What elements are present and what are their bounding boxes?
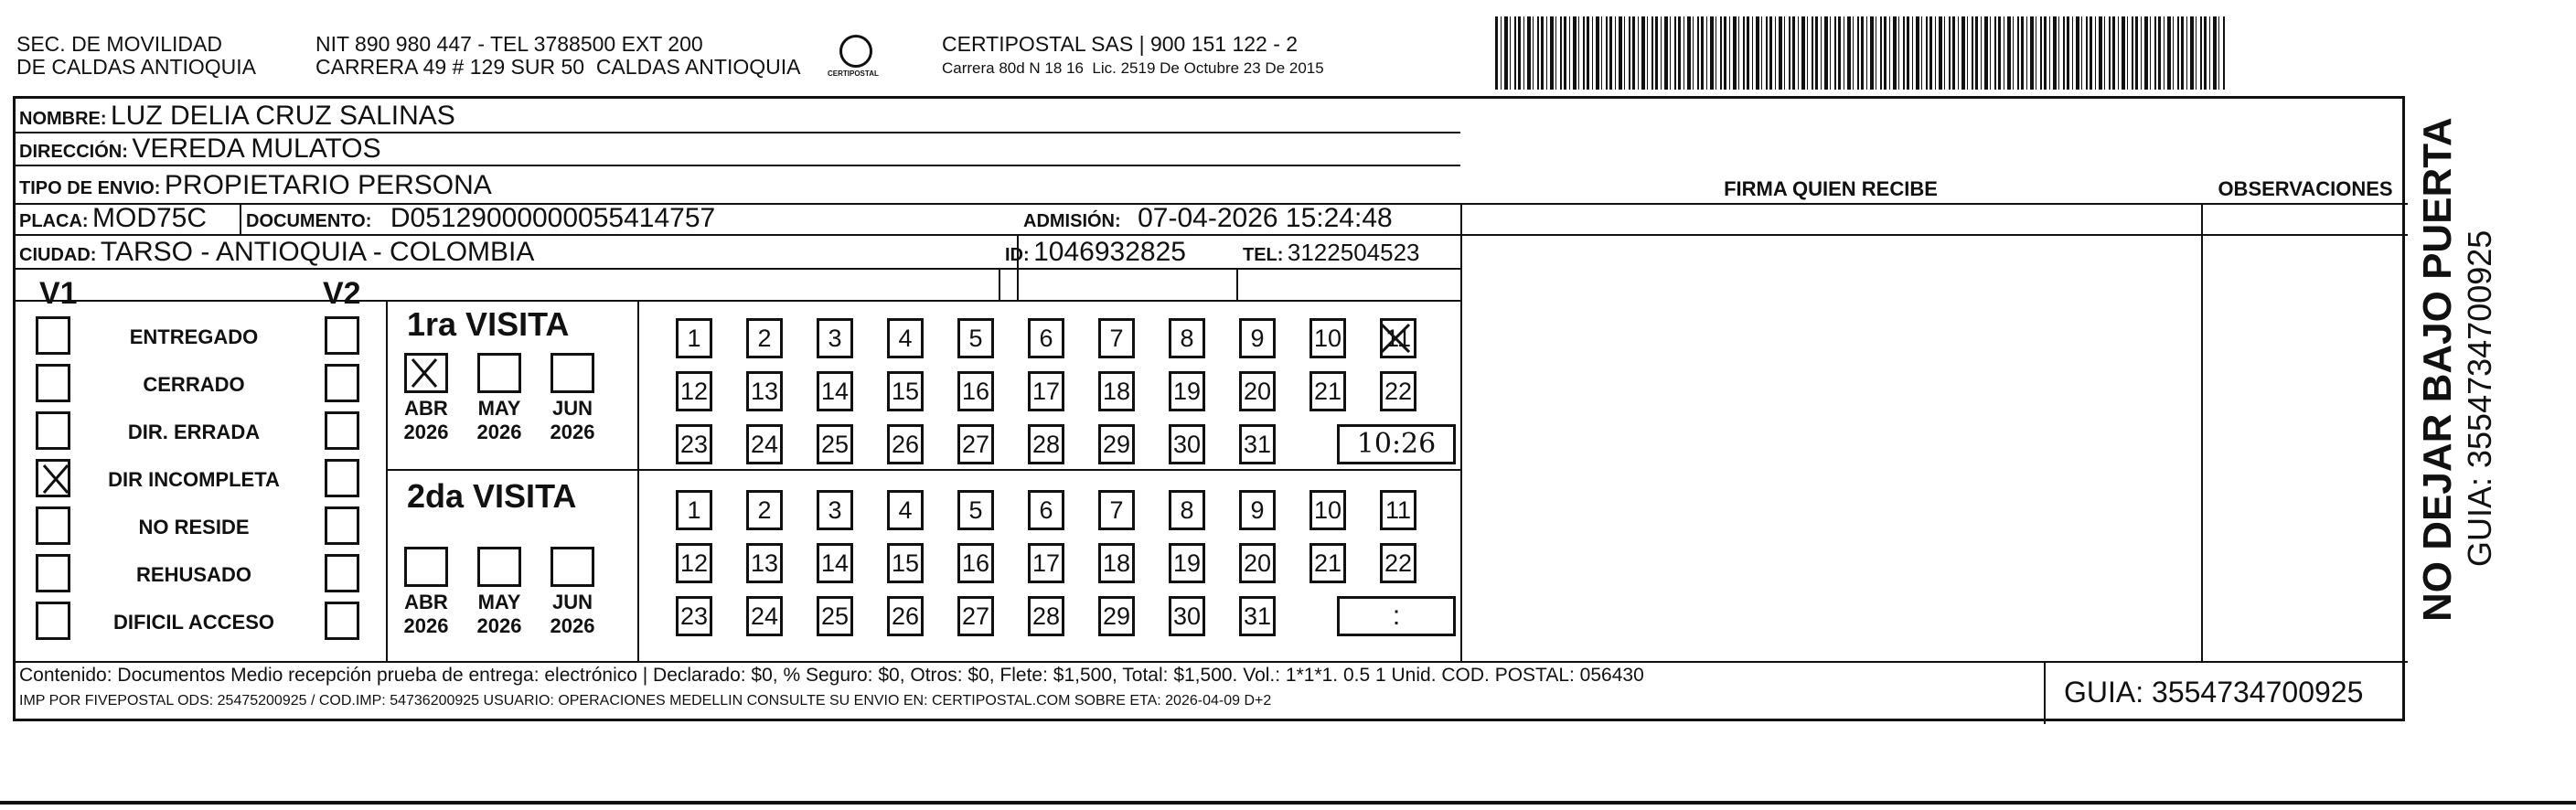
status-label: DIFICIL ACCESO (112, 611, 274, 634)
shipping-form (13, 96, 2405, 721)
day-box[interactable]: 25 (817, 596, 853, 636)
day-box[interactable]: 11 (1380, 318, 1416, 358)
day-box[interactable]: 4 (887, 318, 924, 358)
day-box[interactable]: 24 (746, 424, 783, 464)
month-year: 2026 (403, 421, 449, 443)
day-box[interactable]: 7 (1098, 490, 1135, 530)
day-box[interactable]: 8 (1169, 490, 1205, 530)
documento-field (246, 205, 715, 237)
direccion-label: DIRECCIÓN: (19, 142, 128, 162)
day-box[interactable]: 31 (1239, 424, 1276, 464)
day-box[interactable]: 31 (1239, 596, 1276, 636)
day-box[interactable]: 27 (957, 596, 994, 636)
v2-checkbox[interactable] (325, 364, 359, 402)
day-box[interactable]: 16 (957, 543, 994, 583)
direccion-field (19, 135, 381, 167)
sender-address: CARRERA 49 # 129 SUR 50 CALDAS ANTIOQUIA (315, 55, 801, 79)
month-name: ABR (404, 591, 448, 613)
day-box[interactable]: 4 (887, 490, 924, 530)
day-box[interactable]: 12 (676, 371, 712, 411)
id-field (1005, 239, 1186, 271)
nombre-field (19, 102, 455, 134)
day-box[interactable]: 10 (1309, 490, 1346, 530)
month-name: ABR (404, 397, 448, 420)
firma-header: FIRMA QUIEN RECIBE (1724, 177, 1938, 200)
visit1-title: 1ra VISITA (407, 305, 570, 343)
sender-name-line1: SEC. DE MOVILIDAD (16, 32, 222, 56)
day-box[interactable]: 30 (1169, 424, 1205, 464)
v2-checkbox[interactable] (325, 316, 359, 355)
month-year: 2026 (403, 614, 449, 637)
day-box[interactable]: 25 (817, 424, 853, 464)
day-box[interactable]: 6 (1028, 490, 1064, 530)
day-box[interactable]: 14 (817, 371, 853, 411)
v2-checkbox[interactable] (325, 411, 359, 450)
day-box[interactable]: 29 (1098, 424, 1135, 464)
ciudad-field (19, 239, 534, 271)
month-checkbox[interactable] (477, 353, 521, 393)
day-box[interactable]: 28 (1028, 596, 1064, 636)
month-checkbox[interactable] (550, 547, 594, 587)
day-box[interactable]: 21 (1309, 543, 1346, 583)
day-box[interactable]: 13 (746, 543, 783, 583)
documento-value: D05129000000055414757 (390, 203, 716, 233)
v1-checkbox[interactable] (36, 459, 70, 497)
day-box[interactable]: 20 (1239, 543, 1276, 583)
day-box[interactable]: 13 (746, 371, 783, 411)
id-label: ID: (1005, 245, 1030, 265)
day-box[interactable]: 17 (1028, 371, 1064, 411)
day-box[interactable]: 5 (957, 490, 994, 530)
v1-checkbox[interactable] (36, 554, 70, 592)
month-checkbox[interactable] (477, 547, 521, 587)
tel-value: 3122504523 (1287, 239, 1420, 266)
day-box[interactable]: 23 (676, 596, 712, 636)
v1-checkbox[interactable] (36, 411, 70, 450)
nombre-value: LUZ DELIA CRUZ SALINAS (111, 101, 455, 131)
day-box[interactable]: 2 (746, 318, 783, 358)
placa-field (19, 205, 207, 237)
day-box[interactable]: 7 (1098, 318, 1135, 358)
observaciones-header: OBSERVACIONES (2218, 177, 2393, 200)
v2-checkbox[interactable] (325, 459, 359, 497)
day-box[interactable]: 15 (887, 371, 924, 411)
day-box[interactable]: 29 (1098, 596, 1135, 636)
v2-checkbox[interactable] (325, 506, 359, 545)
certipostal-logo-icon (839, 35, 872, 68)
v1-checkbox[interactable] (36, 506, 70, 545)
month-name: JUN (551, 397, 593, 420)
time-box[interactable]: : (1337, 596, 1456, 636)
day-box[interactable]: 19 (1169, 371, 1205, 411)
month-name: MAY (477, 591, 521, 613)
id-value: 1046932825 (1033, 237, 1186, 267)
day-box[interactable]: 14 (817, 543, 853, 583)
day-box[interactable]: 22 (1380, 543, 1416, 583)
day-box[interactable]: 17 (1028, 543, 1064, 583)
side-warning: NO DEJAR BAJO PUERTA (2415, 117, 2460, 622)
day-box[interactable]: 6 (1028, 318, 1064, 358)
license-line: Carrera 80d N 18 16 Lic. 2519 De Octubre 23 De 2015 (942, 59, 1324, 77)
footer-guia: GUIA: 3554734700925 (2064, 676, 2364, 709)
tel-label: TEL: (1243, 245, 1284, 265)
barcode (1495, 16, 2227, 90)
v2-label: V2 (323, 276, 361, 311)
company-line: CERTIPOSTAL SAS | 900 151 122 - 2 (942, 32, 1299, 56)
day-box[interactable]: 10 (1309, 318, 1346, 358)
status-label: DIR. ERRADA (127, 421, 261, 443)
status-label: DIR INCOMPLETA (108, 468, 280, 491)
day-box[interactable]: 5 (957, 318, 994, 358)
v1-checkbox[interactable] (36, 602, 70, 640)
month-name: JUN (551, 591, 593, 613)
ciudad-value: TARSO - ANTIOQUIA - COLOMBIA (100, 237, 535, 267)
day-box[interactable]: 18 (1098, 371, 1135, 411)
day-box[interactable]: 2 (746, 490, 783, 530)
contenido-text: Contenido: Documentos Medio recepción prueba de entrega: electrónico | Declarado: $0, % Seguro: $0, Otros: $0, Flete: $1,500, Total: $1,500. Vol.: 1*1*1. 0.5 1 Unid. COD. POSTAL: 056430 (19, 665, 1644, 686)
day-box[interactable]: 24 (746, 596, 783, 636)
status-label: CERRADO (143, 373, 245, 396)
day-box[interactable]: 9 (1239, 318, 1276, 358)
admision-label: ADMISIÓN: (1023, 211, 1121, 231)
day-box[interactable]: 18 (1098, 543, 1135, 583)
day-box[interactable]: 16 (957, 371, 994, 411)
status-label: ENTREGADO (129, 325, 259, 348)
month-year: 2026 (476, 421, 522, 443)
status-label: NO RESIDE (138, 516, 250, 538)
month-year: 2026 (550, 421, 595, 443)
placa-label: PLACA: (19, 211, 89, 231)
day-box[interactable]: 8 (1169, 318, 1205, 358)
day-box[interactable]: 22 (1380, 371, 1416, 411)
day-box[interactable]: 27 (957, 424, 994, 464)
direccion-value: VEREDA MULATOS (132, 133, 381, 164)
day-box[interactable]: 9 (1239, 490, 1276, 530)
status-label: REHUSADO (136, 563, 251, 586)
day-box[interactable]: 26 (887, 424, 924, 464)
day-box[interactable]: 3 (817, 318, 853, 358)
day-box[interactable]: 3 (817, 490, 853, 530)
month-checkbox[interactable] (404, 353, 448, 393)
documento-label: DOCUMENTO: (246, 211, 372, 231)
day-box[interactable]: 1 (676, 318, 712, 358)
tel-field (1243, 239, 1420, 271)
day-box[interactable]: 1 (676, 490, 712, 530)
v1-checkbox[interactable] (36, 364, 70, 402)
month-checkbox[interactable] (550, 353, 594, 393)
visit2-title: 2da VISITA (407, 477, 577, 515)
month-year: 2026 (476, 614, 522, 637)
v2-checkbox[interactable] (325, 602, 359, 640)
day-box[interactable]: 21 (1309, 371, 1346, 411)
tipo-envio-label: TIPO DE ENVIO: (19, 178, 161, 198)
month-year: 2026 (550, 614, 595, 637)
day-box[interactable]: 15 (887, 543, 924, 583)
month-name: MAY (477, 397, 521, 420)
day-box[interactable]: 28 (1028, 424, 1064, 464)
day-box[interactable]: 20 (1239, 371, 1276, 411)
admision-value: 07-04-2026 15:24:48 (1138, 203, 1393, 233)
day-box[interactable]: 12 (676, 543, 712, 583)
placa-value: MOD75C (92, 203, 208, 233)
day-box[interactable]: 30 (1169, 596, 1205, 636)
v1-checkbox[interactable] (36, 316, 70, 355)
nombre-label: NOMBRE: (19, 109, 107, 129)
day-box[interactable]: 26 (887, 596, 924, 636)
tipo-envio-value: PROPIETARIO PERSONA (164, 170, 492, 200)
v1-label: V1 (39, 276, 78, 311)
imp-text: IMP POR FIVEPOSTAL ODS: 25475200925 / COD.IMP: 54736200925 USUARIO: OPERACIONES MEDELLIN CONSULTE SU ENVIO EN: CERTIPOSTAL.COM SOBRE ETA: 2026-04-09 D+2 (19, 693, 1272, 709)
time-box[interactable]: 10:26 (1337, 424, 1456, 464)
logo-text: CERTIPOSTAL (828, 69, 879, 78)
tipo-envio-field (19, 172, 492, 204)
day-box[interactable]: 19 (1169, 543, 1205, 583)
sender-name-line2: DE CALDAS ANTIOQUIA (16, 55, 257, 79)
admision-field (1023, 205, 1393, 237)
v2-checkbox[interactable] (325, 554, 359, 592)
day-box[interactable]: 23 (676, 424, 712, 464)
ciudad-label: CIUDAD: (19, 245, 97, 265)
day-box[interactable]: 11 (1380, 490, 1416, 530)
sender-nit: NIT 890 980 447 - TEL 3788500 EXT 200 (315, 32, 703, 56)
month-checkbox[interactable] (404, 547, 448, 587)
side-guia: GUIA: 3554734700925 (2461, 229, 2498, 567)
bottom-rule (0, 801, 2576, 805)
